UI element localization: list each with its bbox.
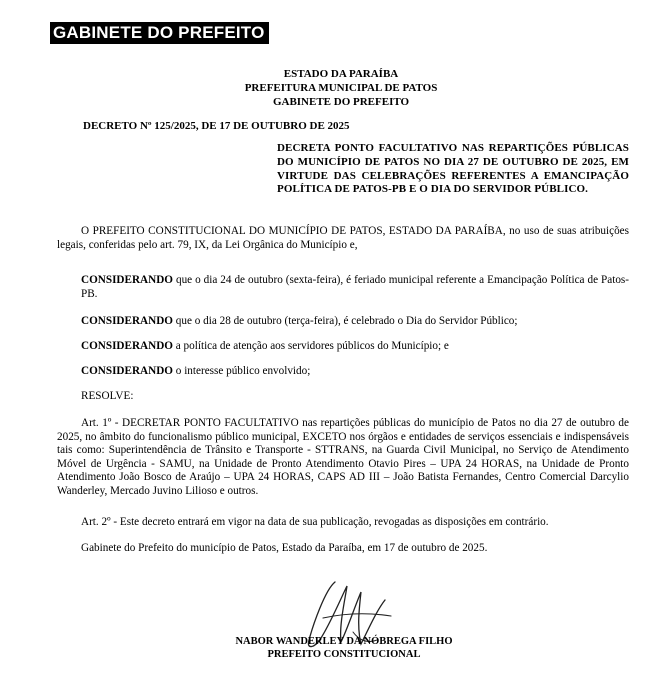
considerando-keyword: CONSIDERANDO	[81, 315, 173, 327]
signatory-name: NABOR WANDERLEY DA NÓBREGA FILHO	[235, 636, 453, 647]
header-prefecture: PREFEITURA MUNICIPAL DE PATOS	[244, 82, 438, 94]
document-header	[0, 67, 666, 109]
closing-statement: Gabinete do Prefeito do município de Patos, Estado da Paraíba, em 17 de outubro de 2025.	[81, 542, 488, 554]
signatory-title: PREFEITO CONSTITUCIONAL	[267, 649, 421, 660]
header-office: GABINETE DO PREFEITO	[272, 96, 410, 108]
considerando-3	[81, 340, 629, 354]
considerando-keyword: CONSIDERANDO	[81, 274, 173, 286]
considerando-keyword: CONSIDERANDO	[81, 340, 173, 352]
considerando-2	[81, 315, 629, 329]
resolve-heading: RESOLVE:	[81, 390, 134, 402]
section-label: GABINETE DO PREFEITO	[50, 22, 269, 44]
header-state: ESTADO DA PARAÍBA	[283, 68, 399, 80]
considerando-4	[81, 365, 629, 379]
considerando-keyword: CONSIDERANDO	[81, 365, 173, 377]
article-1: Art. 1º - DECRETAR PONTO FACULTATIVO nas repartições públicas do município de Patos no dia 27 de outubro de 2025, no âmbito do funcionalismo público municipal, EXCETO nos órgãos e entidades de serviços essenciais e indispensáveis tais como: Superintendência de Trânsito e Transporte - STTRANS, na Guarda Civil Municipal, no Serviço de Atendimento Móvel de Urgência - SAMU, na Unidade de Pronto Atendimento Otavio Pires – UPA 24 HORAS, na Unidade de Pronto Atendimento João Bosco de Araújo – UPA 24 HORAS, CAPS AD III – João Batista Fernandes, Centro Comercial Darcylio Wanderley, Mercado Juvino Lilioso e outros.	[57, 417, 629, 497]
decree-summary: DECRETA PONTO FACULTATIVO NAS REPARTIÇÕES PÚBLICAS DO MUNICÍPIO DE PATOS NO DIA 27 DE OUTUBRO DE 2025, EM VIRTUDE DAS CELEBRAÇÕES REFERENTES A EMANCIPAÇÃO POLÍTICA DE PATOS-PB E O DIA DO SERVIDOR PÚBLICO.	[277, 142, 629, 196]
decree-number: DECRETO Nº 125/2025, DE 17 DE OUTUBRO DE 2025	[83, 120, 350, 132]
considerando-text: que o dia 24 de outubro (sexta-feira), é feriado municipal referente a Emancipação Política de Patos-PB.	[81, 274, 629, 300]
considerando-text: que o dia 28 de outubro (terça-feira), é celebrado o Dia do Servidor Público;	[173, 315, 518, 327]
considerando-text: a política de atenção aos servidores públicos do Município; e	[173, 340, 449, 352]
preamble: O PREFEITO CONSTITUCIONAL DO MUNICÍPIO DE PATOS, ESTADO DA PARAÍBA, no uso de suas atribuições legais, conferidas pelo art. 79, IX, da Lei Orgânica do Município e,	[57, 225, 629, 251]
considerando-text: o interesse público envolvido;	[173, 365, 311, 377]
article-2: Art. 2º - Este decreto entrará em vigor na data de sua publicação, revogadas as disposições em contrário.	[81, 516, 549, 528]
considerando-1	[81, 274, 629, 301]
